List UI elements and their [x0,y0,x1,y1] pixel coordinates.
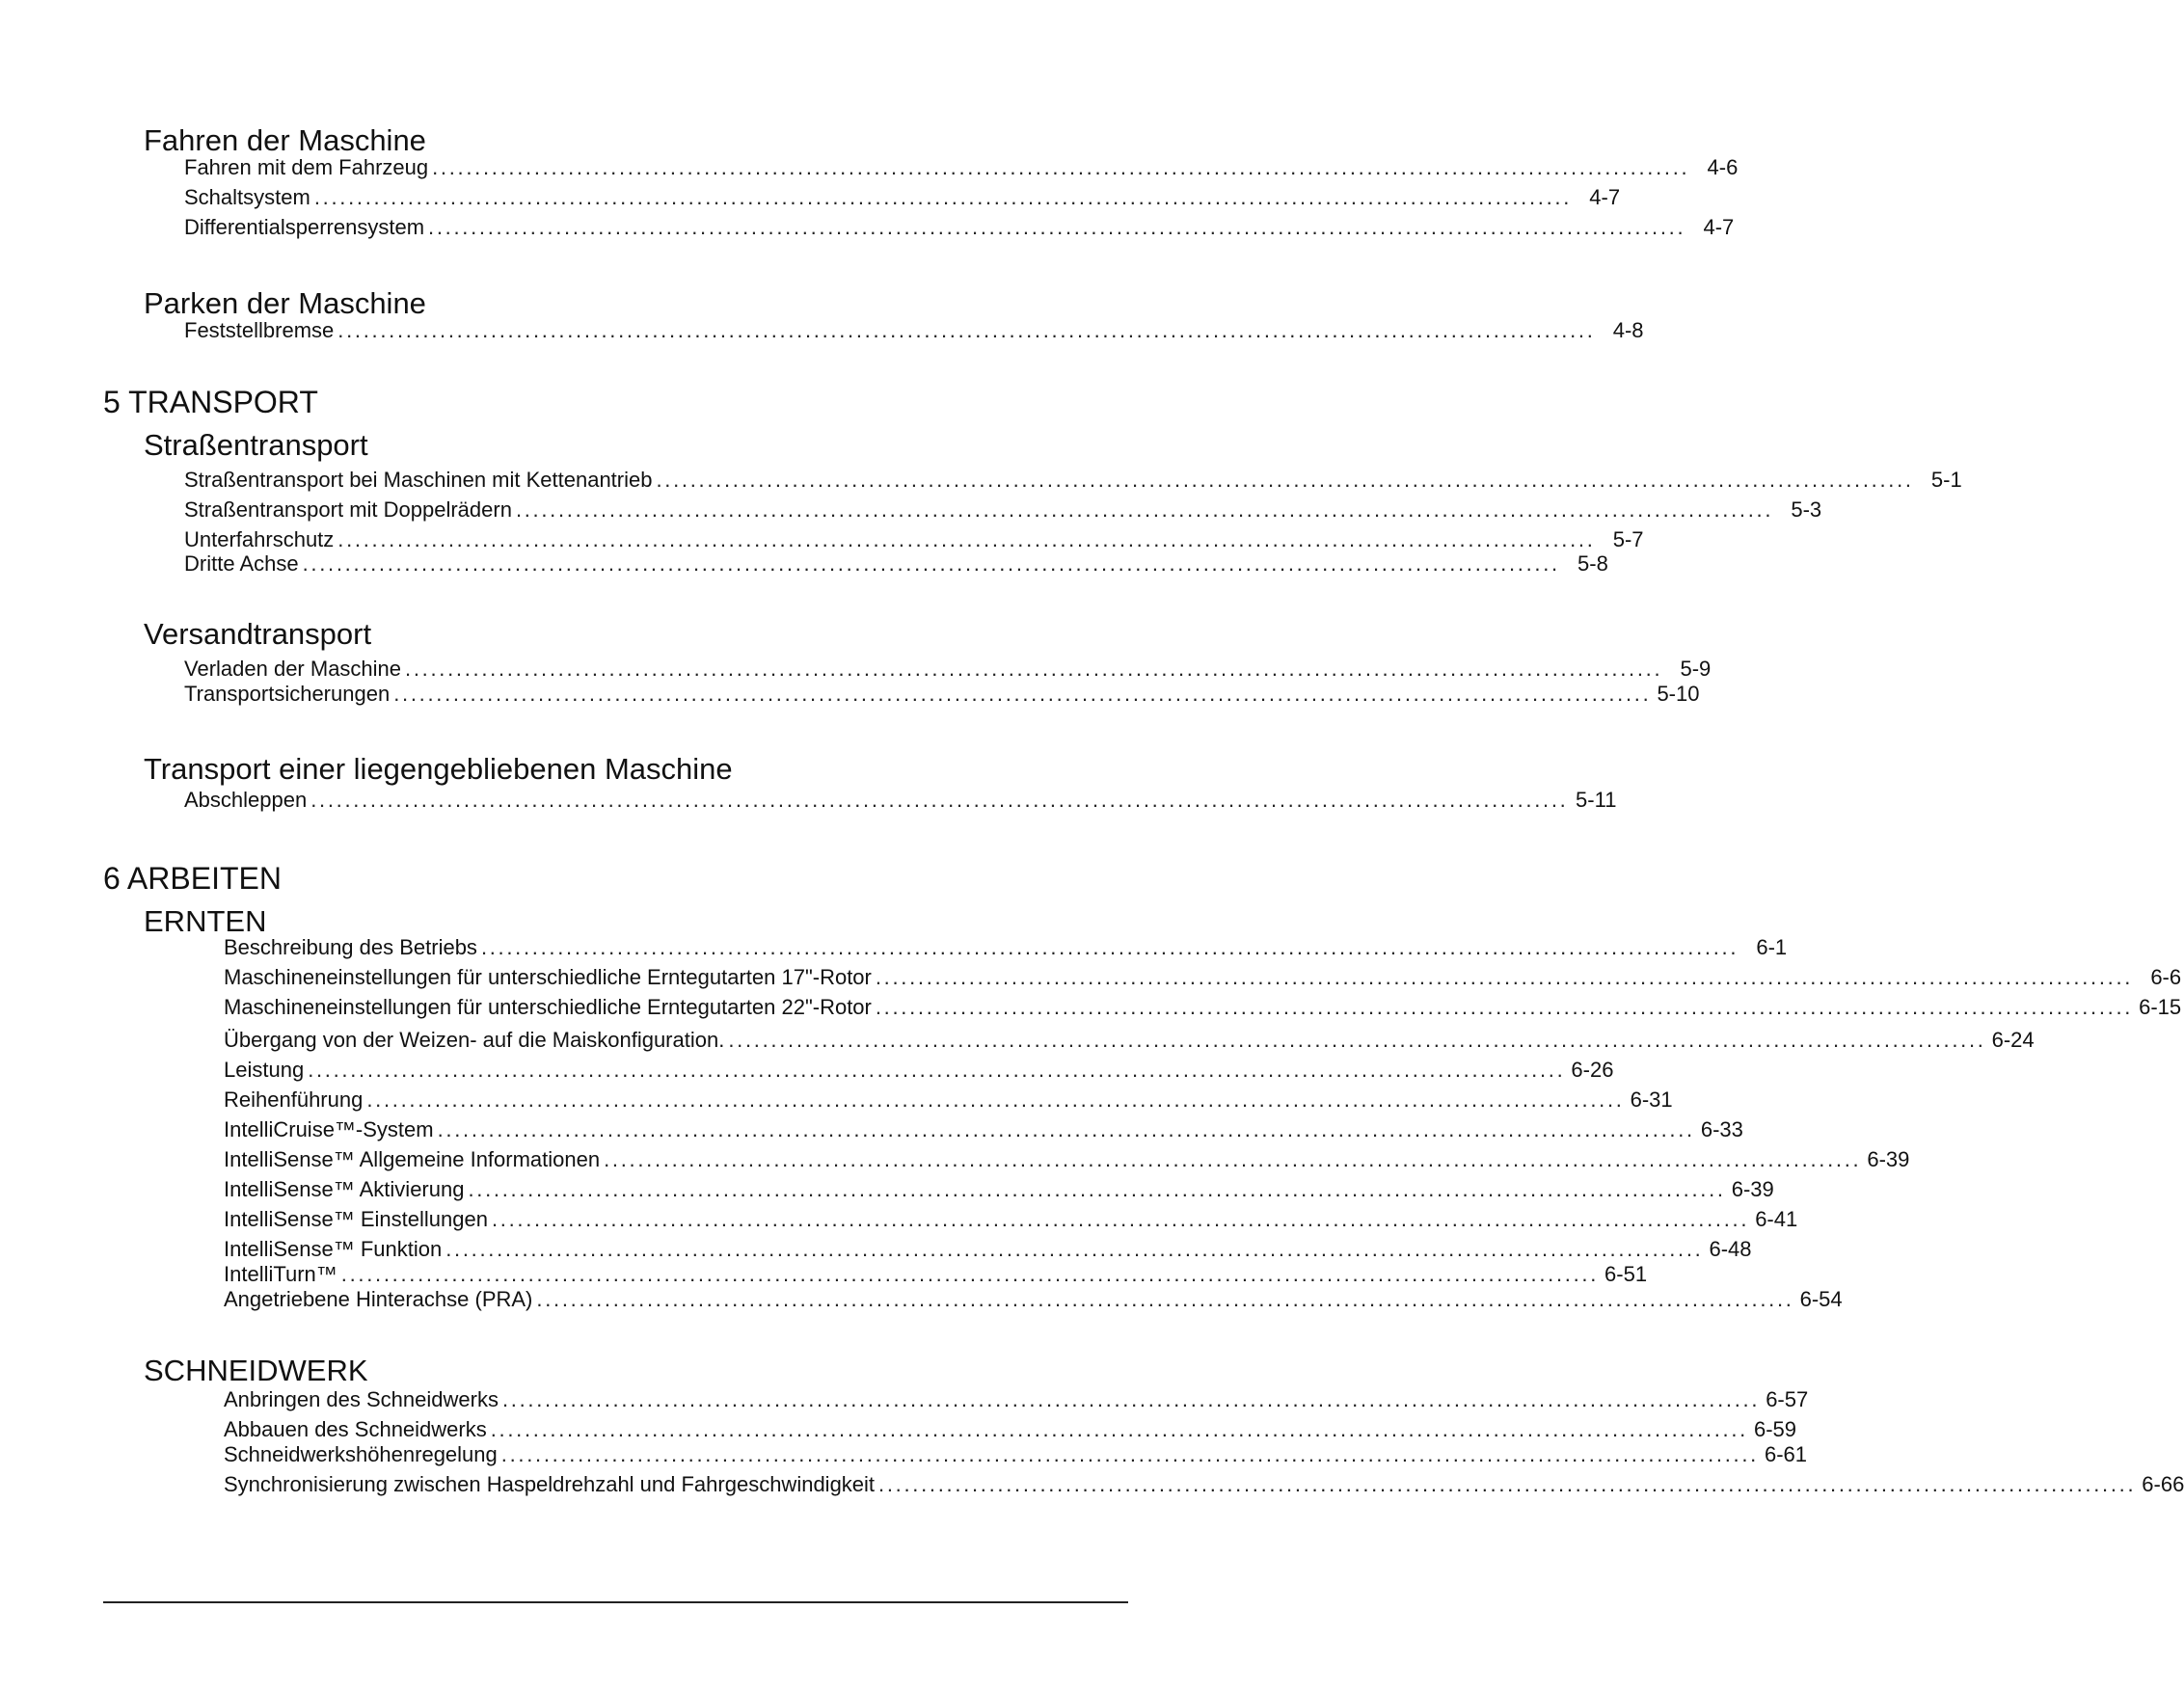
toc-entry-title: Straßentransport mit Doppelrädern [184,497,512,522]
dot-leader: .................................................................................................................................................... [366,1087,1625,1112]
toc-entry-page: 6-39 [1731,1177,1774,1201]
toc-entry[interactable] [224,1028,2035,1052]
toc-entry-title: Leistung [224,1058,305,1082]
toc-entry[interactable] [224,1147,1910,1171]
toc-entry-page: 6-54 [1799,1287,1843,1311]
toc-entry-page: 6-39 [1867,1147,1910,1171]
toc-entry[interactable] [224,965,2182,989]
section-heading: Transport einer liegengebliebenen Maschine [144,752,733,786]
toc-entry[interactable] [224,935,1788,959]
dot-leader: .................................................................................................................................................... [875,995,2134,1019]
dot-leader: .................................................................................................................................................... [405,657,1663,681]
dot-leader: .................................................................................................................................................... [501,1387,1761,1411]
toc-entry[interactable] [224,1442,1808,1466]
toc-entry-page: 6-66 [2142,1472,2184,1496]
toc-entry-page: 5-11 [1576,788,1617,812]
toc-entry[interactable] [184,682,1700,706]
toc-entry[interactable] [224,1207,1798,1231]
footer-rule [103,1601,1128,1603]
section-heading: ERNTEN [144,904,267,938]
toc-entry-page: 6-15 [2139,995,2182,1019]
toc-entry-page: 5-7 [1612,527,1644,551]
toc-entry[interactable] [184,657,1712,681]
toc-entry-title: IntelliSense™ Aktivierung [224,1177,465,1201]
toc-entry-title: Übergang von der Weizen- auf die Maiskonfiguration. [224,1028,725,1052]
toc-entry-title: Unterfahrschutz [184,527,335,551]
toc-entry-title: Reihenführung [224,1087,364,1112]
toc-entry[interactable] [184,318,1644,342]
toc-entry-page: 5-8 [1577,551,1608,576]
toc-entry-title: Anbringen des Schneidwerks [224,1387,499,1411]
toc-entry-title: Transportsicherungen [184,682,391,706]
dot-leader: .................................................................................................................................................... [437,1117,1695,1141]
dot-leader: .................................................................................................................................................... [728,1028,1986,1052]
toc-entry[interactable] [224,1237,1752,1261]
toc-entry-page: 6-59 [1753,1417,1797,1441]
dot-leader: .................................................................................................................................................... [468,1177,1726,1201]
toc-entry-title: IntelliSense™ Einstellungen [224,1207,488,1231]
toc-entry[interactable] [224,1417,1797,1441]
toc-entry-title: Dritte Achse [184,551,299,576]
toc-entry-title: Verladen der Maschine [184,657,402,681]
toc-entry-page: 6-24 [1991,1028,2035,1052]
chapter-heading: 6 ARBEITEN [103,861,282,896]
toc-entry-title: IntelliSense™ Funktion [224,1237,443,1261]
toc-entry-page: 6-1 [1756,935,1788,959]
dot-leader: .................................................................................................................................................... [337,318,1596,342]
dot-leader: .................................................................................................................................................... [878,1472,2137,1496]
toc-entry[interactable] [184,788,1617,812]
toc-entry-page: 6-31 [1630,1087,1673,1112]
toc-entry-page: 6-51 [1604,1262,1648,1286]
toc-entry-page: 4-8 [1612,318,1644,342]
toc-entry-title: Schaltsystem [184,185,310,209]
toc-entry-title: IntelliCruise™-System [224,1117,434,1141]
dot-leader: .................................................................................................................................................... [432,155,1690,179]
toc-entry-title: Differentialsperrensystem [184,215,425,239]
dot-leader: .................................................................................................................................................... [428,215,1686,239]
toc-entry-title: Feststellbremse [184,318,335,342]
toc-entry[interactable] [224,1262,1648,1286]
toc-entry-page: 6-61 [1765,1442,1808,1466]
toc-entry[interactable] [184,497,1822,522]
dot-leader: .................................................................................................................................................... [656,468,1914,492]
section-heading: SCHNEIDWERK [144,1354,368,1387]
toc-entry[interactable] [224,1387,1809,1411]
toc-entry-title: Abbauen des Schneidwerks [224,1417,487,1441]
toc-entry-page: 6-26 [1571,1058,1614,1082]
dot-leader: .................................................................................................................................................... [536,1287,1794,1311]
toc-entry-page: 4-7 [1703,215,1735,239]
dot-leader: .................................................................................................................................................... [313,185,1573,209]
dot-leader: .................................................................................................................................................... [393,682,1652,706]
toc-entry[interactable] [224,1117,1743,1141]
dot-leader: .................................................................................................................................................... [875,965,2134,989]
toc-entry[interactable] [184,185,1621,209]
toc-entry[interactable] [224,1287,1843,1311]
toc-entry-title: Maschineneinstellungen für unterschiedliche Erntegutarten 17"-Rotor [224,965,872,989]
toc-entry-title: Angetriebene Hinterachse (PRA) [224,1287,533,1311]
dot-leader: .................................................................................................................................................... [340,1262,1600,1286]
dot-leader: .................................................................................................................................................... [604,1147,1862,1171]
toc-entry-page: 5-9 [1680,657,1712,681]
toc-entry-title: Fahren mit dem Fahrzeug [184,155,429,179]
toc-entry[interactable] [184,527,1644,551]
toc-entry-title: IntelliSense™ Allgemeine Informationen [224,1147,601,1171]
dot-leader: .................................................................................................................................................... [310,788,1569,812]
toc-entry[interactable] [184,551,1608,576]
toc-entry-title: Straßentransport bei Maschinen mit Kettenantrieb [184,468,653,492]
toc-entry-page: 4-6 [1707,155,1739,179]
dot-leader: .................................................................................................................................................... [308,1058,1566,1082]
dot-leader: .................................................................................................................................................... [480,935,1739,959]
dot-leader: .................................................................................................................................................... [302,551,1560,576]
dot-leader: .................................................................................................................................................... [515,497,1774,522]
toc-entry-title: Schneidwerkshöhenregelung [224,1442,498,1466]
toc-entry[interactable] [224,1058,1614,1082]
dot-leader: .................................................................................................................................................... [445,1237,1704,1261]
toc-entry[interactable] [184,468,1962,492]
dot-leader: .................................................................................................................................................... [491,1207,1750,1231]
toc-entry-title: Beschreibung des Betriebs [224,935,477,959]
section-heading: Fahren der Maschine [144,123,426,157]
toc-entry-page: 6-48 [1709,1237,1752,1261]
toc-entry[interactable] [224,1472,2184,1496]
toc-entry-page: 5-10 [1657,682,1700,706]
toc-entry-page: 6-6 [2150,965,2182,989]
toc-entry-page: 6-41 [1755,1207,1798,1231]
chapter-heading: 5 TRANSPORT [103,385,318,419]
toc-entry[interactable] [224,1177,1774,1201]
toc-entry-page: 5-3 [1791,497,1822,522]
toc-entry-title: Maschineneinstellungen für unterschiedliche Erntegutarten 22"-Rotor [224,995,872,1019]
toc-entry[interactable] [224,995,2182,1019]
toc-entry-title: IntelliTurn™ [224,1262,337,1286]
dot-leader: .................................................................................................................................................... [500,1442,1759,1466]
toc-entry-page: 4-7 [1589,185,1621,209]
dot-leader: .................................................................................................................................................... [490,1417,1748,1441]
toc-entry-title: Synchronisierung zwischen Haspeldrehzahl und Fahrgeschwindigkeit [224,1472,876,1496]
toc-entry-page: 6-33 [1700,1117,1743,1141]
section-heading: Versandtransport [144,617,372,651]
toc-entry-page: 6-57 [1766,1387,1809,1411]
toc-entry[interactable] [184,215,1735,239]
section-heading: Straßentransport [144,428,368,462]
toc-entry-title: Abschleppen [184,788,308,812]
toc-entry-page: 5-1 [1930,468,1962,492]
dot-leader: .................................................................................................................................................... [337,527,1596,551]
toc-entry[interactable] [224,1087,1673,1112]
section-heading: Parken der Maschine [144,286,426,320]
toc-entry[interactable] [184,155,1739,179]
